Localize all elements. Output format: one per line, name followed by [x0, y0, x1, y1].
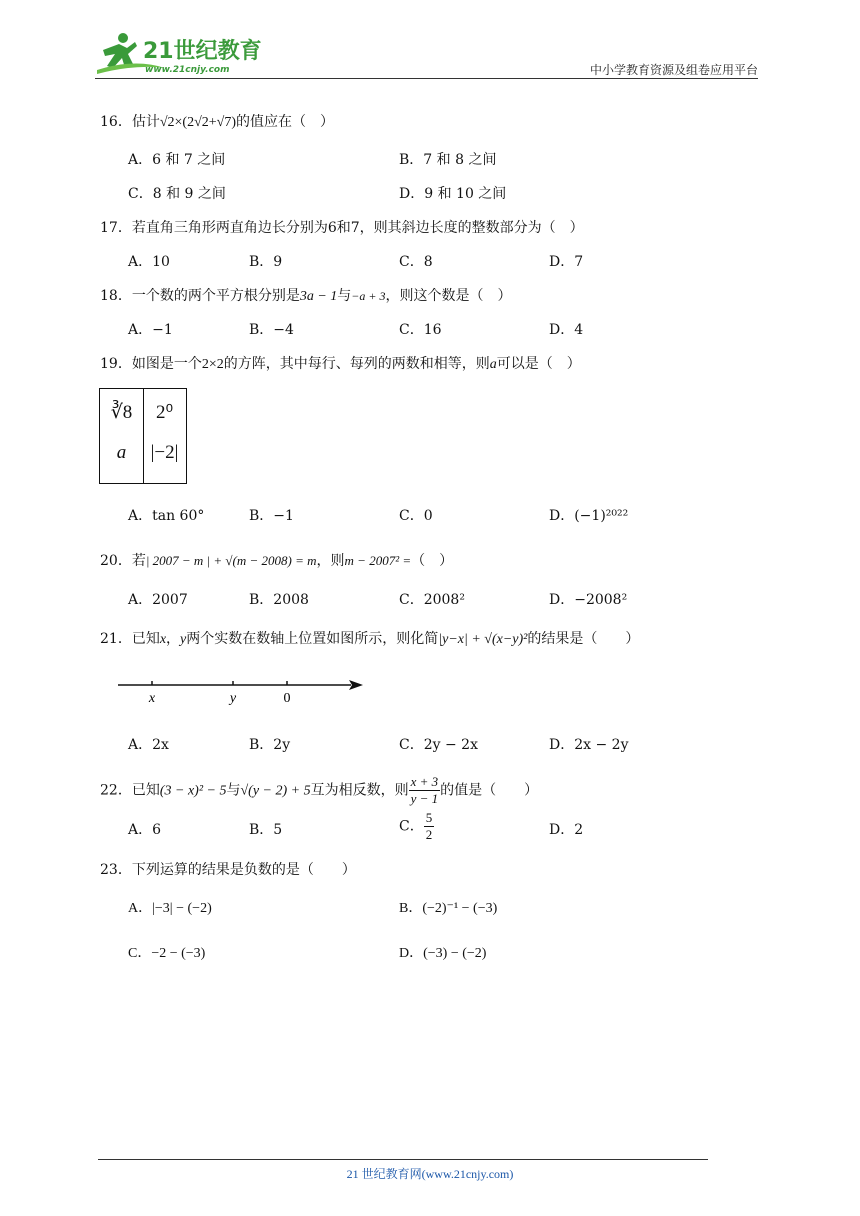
q22-fraction-denominator: y − 1	[410, 791, 439, 806]
question-18	[100, 286, 511, 307]
q23-option-d[interactable]: D．(−3) − (−2)	[399, 946, 487, 961]
q21-mid: 两个实数在数轴上位置如图所示，则化简	[186, 631, 439, 647]
footer-text[interactable]: 21 世纪教育网(www.21cnjy.com)	[346, 1167, 514, 1181]
header-platform-text: 中小学教育资源及组卷应用平台	[589, 63, 758, 77]
q19-option-b[interactable]: B．−1	[249, 508, 294, 524]
question-23: 23．下列运算的结果是负数的是（ ）	[100, 862, 356, 878]
q21-sep: ，	[166, 631, 181, 647]
q18-option-c[interactable]: C．16	[399, 322, 442, 338]
q21-expr: |y−x| + √(x−y)²	[438, 632, 528, 647]
q21-option-b[interactable]: B．2y	[249, 737, 291, 753]
question-19	[100, 354, 581, 375]
q18-option-d[interactable]: D．4	[549, 322, 584, 338]
grid-cell-bottom-left: a	[116, 442, 127, 463]
q19-option-a[interactable]: A．tan 60°	[128, 508, 205, 524]
q22-option-c-fraction	[424, 810, 435, 843]
page-header	[95, 28, 758, 80]
q18-expr-2: −a + 3	[351, 289, 386, 303]
q21-var-y: y	[180, 632, 187, 647]
question-21	[100, 629, 639, 650]
q22-suffix: 的值是（ ）	[440, 782, 539, 799]
q21-var-x: x	[159, 632, 167, 647]
q20-suffix: （ ）	[411, 553, 454, 569]
q20-expr-2: m − 2007² =	[344, 553, 412, 568]
q22-prefix: 22．已知	[100, 782, 160, 799]
q22-mid-2: 互为相反数，则	[310, 782, 409, 799]
q16-option-d[interactable]: D．9 和 10 之间	[399, 186, 507, 202]
q18-option-a[interactable]: A．−1	[128, 322, 173, 338]
q19-suffix-2: 可以是（ ）	[496, 356, 581, 372]
q18-mid: 与	[337, 288, 352, 304]
q19-option-c[interactable]: C．0	[399, 508, 433, 524]
grid-cell-bottom-right: |−2|	[150, 442, 179, 463]
q19-option-d[interactable]: D．(−1)²⁰²²	[549, 508, 629, 524]
q22-option-a[interactable]: A．6	[128, 822, 162, 838]
q16-suffix: 的值应在（ ）	[236, 114, 334, 130]
q22-option-c-denominator: 2	[425, 827, 433, 842]
q16-expression: √2×(2√2+√7)	[159, 115, 236, 130]
q17-option-b[interactable]: B．9	[249, 254, 283, 270]
q20-option-b[interactable]: B．2008	[249, 592, 309, 608]
label-zero: 0	[283, 691, 291, 706]
q18-prefix: 18．一个数的两个平方根分别是	[100, 288, 300, 304]
q22-expr-2: √(y − 2) + 5	[240, 783, 311, 799]
q22-option-c-numerator: 5	[425, 810, 433, 825]
label-y: y	[229, 691, 237, 706]
logo-url: www.21cnjy.com	[145, 65, 230, 75]
q17-option-c[interactable]: C．8	[399, 254, 433, 270]
q20-expr: | 2007 − m | + √(m − 2008) = m	[145, 553, 317, 568]
q18-suffix: ，则这个数是（ ）	[385, 288, 512, 304]
q19-square-grid	[99, 388, 187, 484]
q17-option-a[interactable]: A．10	[128, 254, 170, 270]
question-20	[100, 551, 453, 571]
logo	[95, 28, 275, 76]
footer-divider	[98, 1159, 708, 1160]
q20-prefix: 20．若	[100, 553, 146, 569]
q19-suffix: 的方阵，其中每行、每列的两数和相等，则	[223, 356, 490, 372]
q20-option-d[interactable]: D．−2008²	[549, 592, 628, 608]
question-17: 17．若直角三角形两直角边长分别为6和7，则其斜边长度的整数部分为（ ）	[100, 220, 584, 236]
q21-number-line	[115, 676, 375, 710]
label-x: x	[148, 691, 156, 706]
number-line-arrow	[349, 680, 363, 690]
question-22	[100, 774, 538, 807]
q21-option-d[interactable]: D．2x − 2y	[549, 737, 629, 753]
q20-option-a[interactable]: A．2007	[128, 592, 188, 608]
q23-option-c[interactable]: C．−2 − (−3)	[128, 946, 206, 961]
q18-option-b[interactable]: B．−4	[249, 322, 294, 338]
q19-var: a	[489, 357, 497, 372]
q22-option-c-label: C．	[399, 818, 424, 835]
q17-option-d[interactable]: D．7	[549, 254, 584, 270]
q21-prefix: 21．已知	[100, 631, 160, 647]
q16-option-c[interactable]: C．8 和 9 之间	[128, 186, 226, 202]
grid-cell-top-right: 2⁰	[155, 402, 174, 423]
q22-mid: 与	[226, 782, 241, 799]
q21-suffix: 的结果是（ ）	[527, 631, 640, 647]
q22-option-b[interactable]: B．5	[249, 822, 283, 838]
q21-option-a[interactable]: A．2x	[128, 737, 169, 753]
q22-fraction	[409, 774, 441, 807]
header-divider	[95, 78, 758, 79]
q22-option-d[interactable]: D．2	[549, 822, 584, 838]
q23-option-b[interactable]: B．(−2)⁻¹ − (−3)	[399, 901, 498, 916]
q22-fraction-numerator: x + 3	[410, 774, 439, 789]
logo-text: 21世纪教育	[143, 39, 262, 64]
q23-option-a[interactable]: A．|−3| − (−2)	[128, 901, 212, 916]
q20-mid: ，则	[316, 553, 345, 569]
q22-option-c[interactable]	[399, 810, 434, 843]
q21-option-c[interactable]: C．2y − 2x	[399, 737, 478, 753]
q20-option-c[interactable]: C．2008²	[399, 592, 465, 608]
question-16	[100, 112, 334, 133]
q19-expr: 2×2	[201, 357, 224, 372]
q22-expr-1: (3 − x)² − 5	[159, 783, 227, 799]
q16-option-a[interactable]: A．6 和 7 之间	[128, 152, 226, 168]
q16-prefix: 16．估计	[100, 114, 160, 130]
grid-cell-top-left: ∛8	[110, 402, 133, 423]
q19-prefix: 19．如图是一个	[100, 356, 202, 372]
q18-expr-1: 3a − 1	[299, 289, 338, 304]
q16-option-b[interactable]: B．7 和 8 之间	[399, 152, 497, 168]
